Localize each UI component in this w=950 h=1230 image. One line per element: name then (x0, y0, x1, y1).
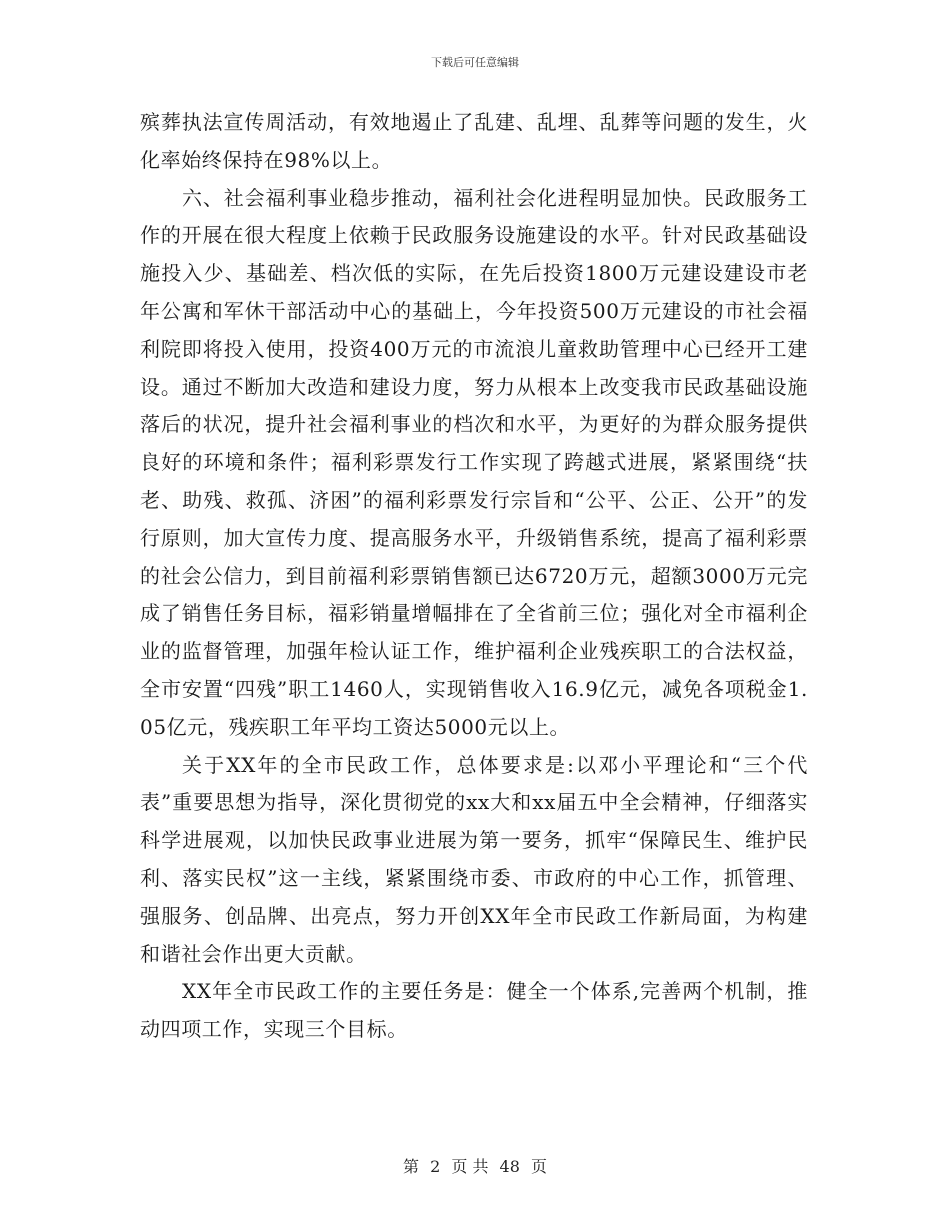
footer-suffix: 页 (531, 1157, 548, 1176)
document-body (140, 104, 808, 1049)
page-footer (0, 1154, 950, 1177)
footer-prefix: 第 (402, 1157, 419, 1176)
footer-total-pages: 48 (499, 1157, 520, 1176)
paragraph-3: 关于XX年的全市民政工作，总体要求是:以邓小平理论和“三个代表”重要思想为指导，深化贯彻党的xx大和xx届五中全会精神，仔细落实科学进展观，以加快民政事业进展为第一要务，抓牢“保障民生、维护民利、落实民权”这一主线，紧紧围绕市委、市政府的中心工作，抓管理、强服务、创品牌、出亮点，努力开创XX年全市民政工作新局面，为构建和谐社会作出更大贡献。 (140, 752, 808, 966)
paragraph-1: 殡葬执法宣传周活动，有效地遏止了乱建、乱埋、乱葬等问题的发生，火化率始终保持在98%以上。 (140, 110, 808, 172)
footer-middle: 页 共 (451, 1157, 489, 1176)
page-header: 下载后可任意编辑 (431, 56, 519, 69)
footer-page-number: 2 (430, 1157, 441, 1176)
paragraph-2: 六、社会福利事业稳步推动，福利社会化进程明显加快。民政服务工作的开展在很大程度上依赖于民政服务设施建设的水平。针对民政基础设施投入少、基础差、档次低的实际，在先后投资1800万元建设建设市老年公寓和军休干部活动中心的基础上，今年投资500万元建设的市社会福利院即将投入使用，投资400万元的市流浪儿童救助管理中心已经开工建设。通过不断加大改造和建设力度，努力从根本上改变我市民政基础设施落后的状况，提升社会福利事业的档次和水平，为更好的为群众服务提供良好的环境和条件；福利彩票发行工作实现了跨越式进展，紧紧围绕“扶老、助残、救孤、济困”的福利彩票发行宗旨和“公平、公正、公开”的发行原则，加大宣传力度、提高服务水平，升级销售系统，提高了福利彩票的社会公信力，到目前福利彩票销售额已达6720万元，超额3000万元完成了销售任务目标，福彩销量增幅排在了全省前三位；强化对全市福利企业的监督管理，加强年检认证工作，维护福利企业残疾职工的合法权益，全市安置“四残”职工1460人，实现销售收入16.9亿元，减免各项税金1.05亿元，残疾职工年平均工资达5000元以上。 (140, 185, 808, 739)
paragraph-4: XX年全市民政工作的主要任务是：健全一个体系,完善两个机制，推动四项工作，实现三个目标。 (140, 979, 808, 1042)
